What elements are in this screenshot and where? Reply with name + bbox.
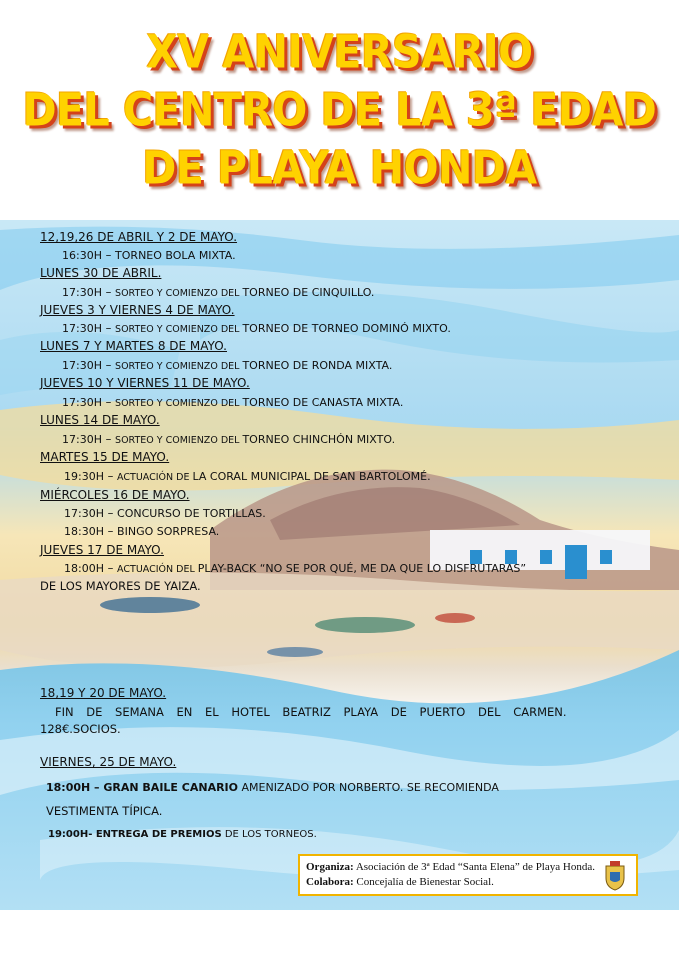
event-highlight: TORNEO DE TORNEO DOMINÓ MIXTO.	[242, 322, 451, 335]
event-date: MARTES 15 DE MAYO.	[40, 450, 170, 464]
event-date: 12,19,26 DE ABRIL Y 2 DE MAYO.	[40, 230, 238, 244]
organiza-row	[306, 860, 630, 875]
event-date: JUEVES 3 Y VIERNES 4 DE MAYO.	[40, 303, 235, 317]
event-text: SORTEO Y COMIENZO DEL	[115, 324, 243, 335]
event-time: 18:30H	[64, 525, 104, 538]
event-time: 19:30H	[64, 470, 104, 483]
event-text: CONCURSO DE TORTILLAS.	[117, 507, 266, 520]
event-text: BINGO SORPRESA.	[117, 525, 220, 538]
event-text: FIN DE SEMANA EN EL HOTEL BEATRIZ PLAYA DE PUERTO DEL CARMEN.	[55, 705, 567, 719]
event-highlight: TORNEO CHINCHÓN MIXTO.	[242, 433, 396, 446]
title-line-2: DEL CENTRO DE LA 3ª EDAD	[22, 83, 657, 137]
event-text: 128€.SOCIOS.	[40, 722, 121, 736]
organiza-text: Asociación de 3ª Edad “Santa Elena” de Playa Honda.	[353, 861, 595, 873]
event-text: ACTUACIÓN DE	[117, 472, 193, 483]
coat-of-arms-icon	[602, 860, 628, 892]
event-time: 17:30H	[62, 322, 102, 335]
colabora-row	[306, 875, 630, 890]
event-highlight: PLAY-BACK “NO SE POR QUÉ, ME DA QUE LO DISFRUTARAS”	[197, 562, 527, 575]
title-line-3: DE PLAYA HONDA	[142, 141, 537, 195]
event-highlight: TORNEO DE CANASTA MIXTA.	[242, 396, 404, 409]
event-date: LUNES 30 DE ABRIL.	[40, 266, 162, 280]
event-item: 17:30H – SORTEO Y COMIENZO DEL TORNEO DE RONDA MIXTA.	[62, 358, 393, 372]
event-highlight: 18:00H – GRAN BAILE CANARIO	[46, 781, 238, 794]
event-item: 18:00H – ACTUACIÓN DEL PLAY-BACK “NO SE POR QUÉ, ME DA QUE LO DISFRUTARAS”	[64, 561, 527, 575]
event-item: 17:30H – SORTEO Y COMIENZO DEL TORNEO CHINCHÓN MIXTO.	[62, 432, 396, 446]
event-time: 17:30H	[62, 433, 102, 446]
event-item: 17:30H – SORTEO Y COMIENZO DEL TORNEO DE CANASTA MIXTA.	[62, 395, 404, 409]
event-time: 17:30H	[62, 359, 102, 372]
event-item	[48, 827, 317, 842]
event-text: SORTEO Y COMIENZO DEL	[115, 435, 243, 446]
event-date: LUNES 7 Y MARTES 8 DE MAYO.	[40, 339, 227, 353]
event-text: TORNEO BOLA MIXTA.	[115, 249, 236, 262]
organiza-label: Organiza:	[306, 861, 354, 873]
title-line-1: XV ANIVERSARIO	[146, 25, 533, 79]
event-time: 18:00H	[64, 562, 104, 575]
event-text: AMENIZADO POR NORBERTO. SE RECOMIENDA	[238, 781, 499, 794]
event-text: SORTEO Y COMIENZO DEL	[115, 288, 243, 299]
event-date: JUEVES 17 DE MAYO.	[40, 543, 164, 557]
event-time: 17:30H	[64, 507, 104, 520]
event-continuation: DE LOS MAYORES DE YAIZA.	[40, 579, 201, 593]
event-highlight: 19:00H- ENTREGA DE PREMIOS	[48, 829, 222, 840]
event-highlight: LA CORAL MUNICIPAL DE SAN BARTOLOMÉ.	[192, 470, 431, 483]
event-text: SORTEO Y COMIENZO DEL	[115, 398, 243, 409]
event-highlight: TORNEO DE CINQUILLO.	[242, 286, 375, 299]
credits-box	[298, 854, 638, 896]
event-date: JUEVES 10 Y VIERNES 11 DE MAYO.	[40, 376, 250, 390]
event-date: 18,19 Y 20 DE MAYO.	[40, 686, 167, 700]
event-item: 17:30H – SORTEO Y COMIENZO DEL TORNEO DE CINQUILLO.	[62, 285, 375, 299]
event-highlight: TORNEO DE RONDA MIXTA.	[242, 359, 393, 372]
event-item: 19:30H – ACTUACIÓN DE LA CORAL MUNICIPAL DE SAN BARTOLOMÉ.	[64, 469, 431, 483]
event-item: 17:30H – SORTEO Y COMIENZO DEL TORNEO DE TORNEO DOMINÓ MIXTO.	[62, 321, 451, 335]
event-item	[46, 780, 499, 795]
event-date: MIÉRCOLES 16 DE MAYO.	[40, 488, 190, 502]
event-time: 17:30H	[62, 396, 102, 409]
event-item: 16:30H – TORNEO BOLA MIXTA.	[62, 248, 236, 262]
event-text: VESTIMENTA TÍPICA.	[46, 804, 163, 818]
event-item: 18:30H – BINGO SORPRESA.	[64, 524, 220, 538]
event-date: LUNES 14 DE MAYO.	[40, 413, 160, 427]
event-date: VIERNES, 25 DE MAYO.	[40, 755, 177, 769]
event-time: 16:30H	[62, 249, 102, 262]
colabora-label: Colabora:	[306, 876, 354, 888]
event-text: SORTEO Y COMIENZO DEL	[115, 361, 243, 372]
event-time: 17:30H	[62, 286, 102, 299]
event-text: DE LOS TORNEOS.	[221, 829, 317, 840]
event-item: 17:30H – CONCURSO DE TORTILLAS.	[64, 506, 266, 520]
event-text: ACTUACIÓN DEL	[117, 564, 198, 575]
colabora-text: Concejalía de Bienestar Social.	[353, 876, 494, 888]
